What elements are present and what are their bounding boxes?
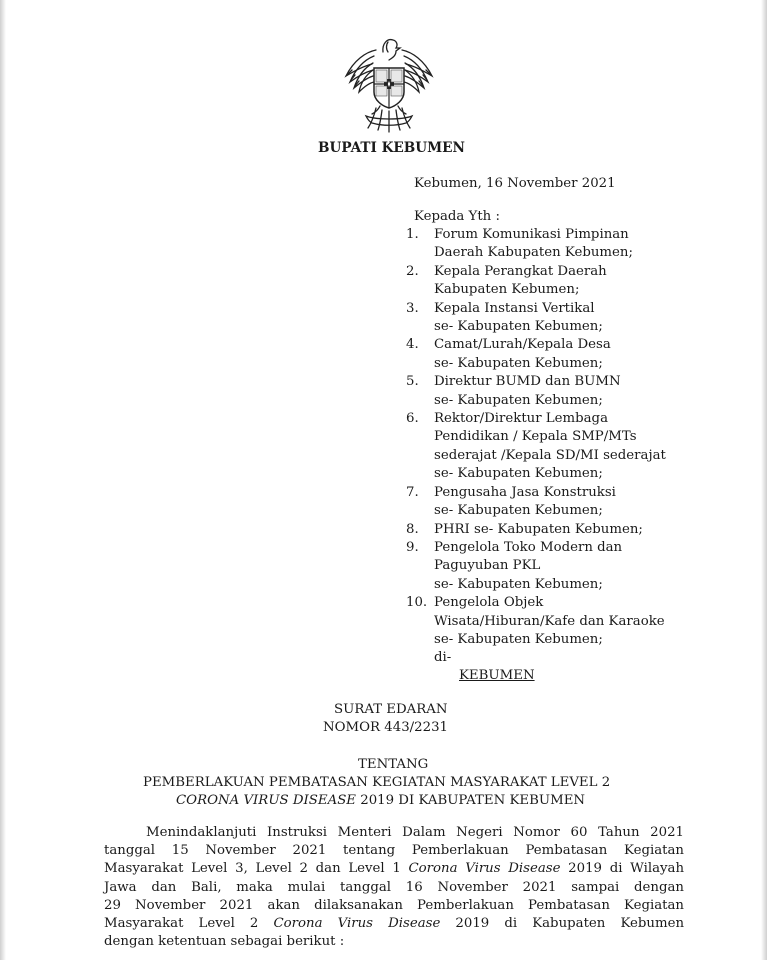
list-item-line: Kepala Perangkat Daerah [434, 263, 607, 279]
body-line: tanggal 15 November 2021 tentang Pemberlakuan Pembatasan Kegiatan [104, 843, 684, 859]
list-item-line: se- Kabupaten Kebumen; [434, 503, 603, 519]
body-line: Menindaklanjuti Instruksi Menteri Dalam Negeri Nomor 60 Tahun 2021 [146, 825, 684, 840]
list-item-number: 1. [406, 227, 419, 242]
letter-number: NOMOR 443/2231 [323, 720, 448, 735]
list-item-line: Paguyuban PKL [434, 558, 541, 574]
body-line [104, 915, 684, 933]
list-item-number: 9. [406, 539, 419, 555]
body-text: 2019 di Wilayah [560, 861, 685, 877]
list-item [406, 263, 666, 300]
list-item [406, 373, 666, 410]
body-text: Masyarakat Level 2 [104, 916, 274, 932]
list-item [406, 521, 666, 539]
list-item-line: Forum Komunikasi Pimpinan [434, 227, 629, 242]
letter-type: SURAT EDARAN [334, 702, 448, 717]
body-italic: Corona Virus Disease [273, 916, 441, 932]
list-item-line: se- Kabupaten Kebumen; [434, 319, 603, 335]
list-item-line: Pendidikan / Kepala SMP/MTs [434, 429, 637, 445]
page-shadow-left [0, 0, 6, 960]
subject-italic: CORONA VIRUS DISEASE [176, 793, 357, 808]
list-item-line: Pengusaha Jasa Konstruksi [434, 484, 616, 500]
recipients-city: KEBUMEN [459, 668, 535, 683]
garuda-emblem-icon [336, 30, 442, 136]
list-item [406, 594, 666, 649]
list-item-line: se- Kabupaten Kebumen; [434, 392, 603, 408]
subject-rest: 2019 DI KABUPATEN KEBUMEN [356, 793, 586, 808]
list-item-line: Pengelola Toko Modern dan [434, 539, 623, 555]
list-item [406, 410, 666, 484]
list-item [406, 226, 666, 263]
list-item-number: 7. [406, 484, 419, 500]
list-item-number: 5. [406, 374, 419, 390]
page-shadow-right [761, 0, 767, 960]
list-item-line: se- Kabupaten Kebumen; [434, 576, 603, 592]
recipients-di: di- [434, 650, 452, 665]
about-label: TENTANG [358, 757, 429, 772]
list-item-line: Kepala Instansi Vertikal [434, 300, 595, 316]
list-item-number: 2. [406, 263, 419, 279]
list-item-line: Rektor/Direktur Lembaga [434, 411, 608, 427]
list-item-line: se- Kabupaten Kebumen; [434, 466, 603, 482]
list-item-line: Pengelola Objek [434, 595, 544, 611]
body-line: 29 November 2021 akan dilaksanakan Pemberlakuan Pembatasan Kegiatan [104, 897, 684, 913]
list-item-line: Daerah Kabupaten Kebumen; [434, 245, 633, 261]
list-item [406, 336, 666, 373]
list-item-line: PHRI se- Kabupaten Kebumen; [434, 521, 643, 537]
list-item-number: 6. [406, 411, 419, 427]
list-item-line: Kabupaten Kebumen; [434, 282, 580, 298]
place-date: Kebumen, 16 November 2021 [414, 176, 616, 191]
list-item-line: Wisata/Hiburan/Kafe dan Karaoke [434, 613, 665, 629]
body-line: Jawa dan Bali, maka mulai tanggal 16 November 2021 sampai dengan [104, 879, 684, 895]
list-item-line: se- Kabupaten Kebumen; [434, 355, 603, 371]
list-item [406, 484, 666, 521]
list-item-line: Direktur BUMD dan BUMN [434, 374, 621, 390]
body-line: dengan ketentuan sebagai berikut : [104, 934, 345, 950]
list-item [406, 539, 666, 594]
body-text: Masyarakat Level 3, Level 2 dan Level 1 [104, 861, 409, 877]
body-line [104, 860, 684, 878]
list-item-line: se- Kabupaten Kebumen; [434, 631, 603, 647]
list-item [406, 300, 666, 337]
list-item-number: 10. [406, 595, 428, 611]
body-italic: Corona Virus Disease [408, 861, 561, 877]
recipients-intro: Kepada Yth : [414, 209, 500, 224]
letterhead-title: BUPATI KEBUMEN [318, 140, 465, 156]
body-paragraph [104, 824, 684, 951]
list-item-number: 3. [406, 300, 419, 316]
body-text: 2019 di Kabupaten Kebumen [440, 916, 685, 932]
list-item-number: 4. [406, 337, 419, 353]
list-item-number: 8. [406, 521, 419, 537]
recipient-list [406, 226, 666, 649]
subject-line-1: PEMBERLAKUAN PEMBATASAN KEGIATAN MASYARAKAT LEVEL 2 [143, 775, 611, 790]
list-item-line: sederajat /Kepala SD/MI sederajat [434, 447, 666, 463]
list-item-line: Camat/Lurah/Kepala Desa [434, 337, 611, 353]
subject-line-2 [176, 792, 585, 810]
